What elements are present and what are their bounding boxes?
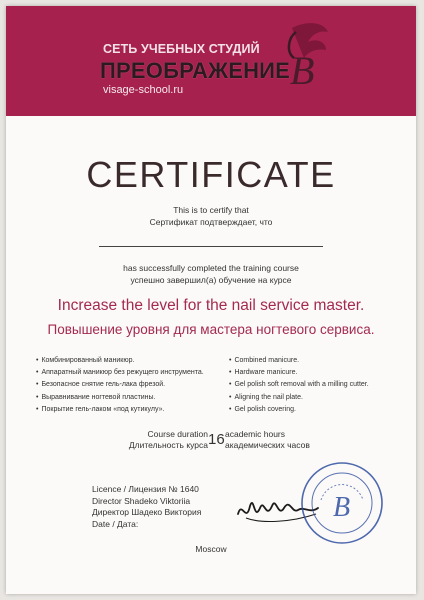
certify-text-ru: Сертификат подтверждает, что (149, 217, 273, 227)
svg-text:B: B (290, 48, 315, 93)
school-website: visage-school.ru (103, 84, 184, 96)
duration-units-en: academic hours (225, 429, 286, 439)
certificate-page (6, 6, 416, 594)
duration-units-ru: академических часов (225, 440, 310, 450)
certificate-title: CERTIFICATE (86, 154, 336, 195)
duration-label-en: Course duration (147, 429, 208, 439)
completed-text-ru: успешно завершил(а) обучение на курсе (130, 275, 292, 285)
signature-block (92, 484, 201, 530)
list-item: • Выравнивание ногтевой пластины. (36, 392, 204, 404)
topics-list-ru (36, 355, 204, 416)
course-title-en: Increase the level for the nail service master. (57, 297, 365, 314)
duration-units (225, 429, 310, 451)
recipient-name-line (99, 246, 323, 247)
licence-number: Licence / Лицензия № 1640 (92, 484, 199, 494)
list-item: • Gel polish covering. (229, 404, 369, 416)
duration-hours: 16 (208, 431, 225, 448)
duration-label (124, 429, 208, 451)
list-item: • Безопасное снятие гель-лака фрезой. (36, 379, 204, 391)
list-item: • Combined manicure. (229, 355, 369, 367)
butterfly-logo-icon (262, 18, 342, 96)
list-item: • Аппаратный маникюр без режущего инструмента. (36, 367, 204, 379)
header-banner (6, 6, 416, 116)
list-item: • Aligning the nail plate. (229, 392, 369, 404)
school-network-label: СЕТЬ УЧЕБНЫХ СТУДИЙ (103, 42, 260, 56)
svg-text:B: B (333, 492, 351, 523)
date-label: Date / Дата: (92, 518, 139, 529)
list-item: • Покрытие гель-лаком «под кутикулу». (36, 404, 204, 416)
course-title-ru: Повышение уровня для мастера ногтевого сервиса. (47, 322, 375, 337)
director-name-ru: Директор Шадеко Виктория (92, 507, 202, 517)
list-item: • Hardware manicure. (229, 367, 369, 379)
city-label: Moscow (195, 544, 227, 554)
completed-text-en: has successfully completed the training course (123, 263, 299, 273)
director-name-en: Director Shadeko Viktoriia (92, 495, 191, 506)
list-item: • Gel polish soft removal with a milling cutter. (229, 379, 369, 391)
school-stamp (299, 460, 385, 546)
list-item: • Комбинированный маникюр. (36, 355, 204, 367)
certify-text-en: This is to certify that (173, 205, 249, 215)
school-name: ПРЕОБРАЖЕНИЕ (100, 58, 291, 83)
duration-label-ru: Длительность курса (128, 440, 208, 450)
topics-list-en (229, 355, 369, 416)
